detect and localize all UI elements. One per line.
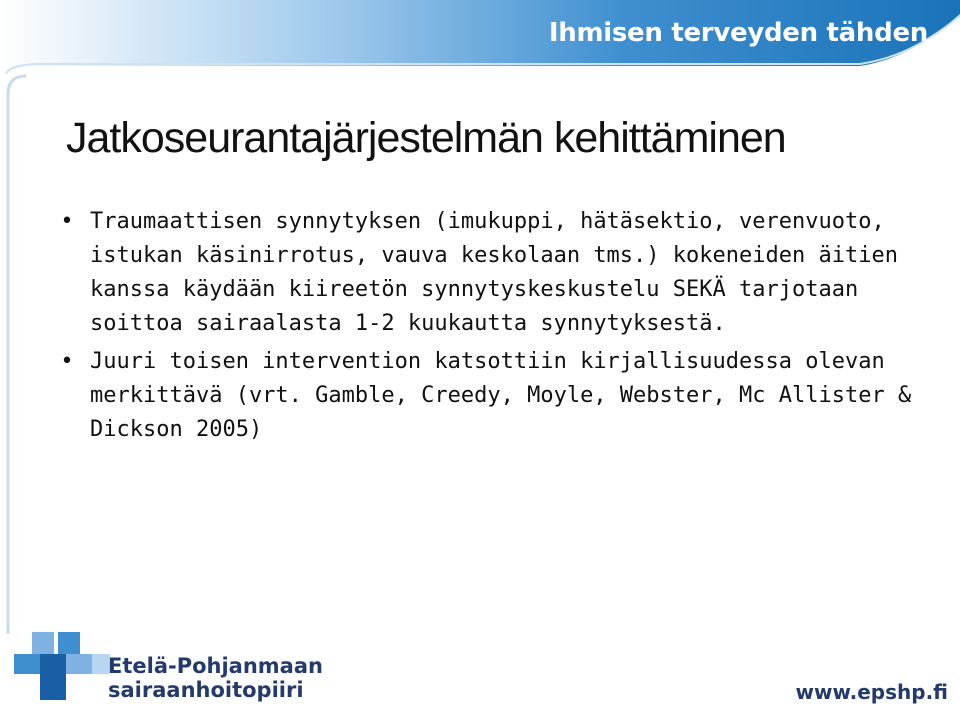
organization-name — [108, 654, 323, 702]
bullet-item — [60, 345, 920, 447]
organization-line-2: sairaanhoitopiiri — [108, 678, 304, 702]
bullet-text: Traumaattisen synnytyksen (imukuppi, hätäsektio, verenvuoto, istukan käsinirrotus, vauva keskolaan tms.) kokeneiden äitien kanssa käydään kiireetön synnytyskeskustelu SEKÄ tarjotaan soittoa sairaalasta 1-2 kuukautta synnytyksestä. — [90, 209, 898, 336]
header-tagline: Ihmisen terveyden tähden — [548, 18, 928, 48]
website-link[interactable]: www.epshp.fi — [795, 680, 948, 704]
cross-logo-icon — [14, 622, 112, 706]
bullet-dot: • — [60, 349, 74, 374]
bullet-text: Juuri toisen intervention katsottiin kirjallisuudessa olevan merkittävä (vrt. Gamble, Creedy, Moyle, Webster, Mc Allister & Dickson 2005) — [90, 349, 912, 442]
slide-content — [60, 205, 920, 451]
slide-title: Jatkoseurantajärjestelmän kehittäminen — [66, 114, 786, 162]
bullet-list — [60, 205, 920, 447]
bullet-dot: • — [60, 209, 74, 234]
bullet-item — [60, 205, 920, 341]
organization-line-1: Etelä-Pohjanmaan — [108, 654, 323, 678]
